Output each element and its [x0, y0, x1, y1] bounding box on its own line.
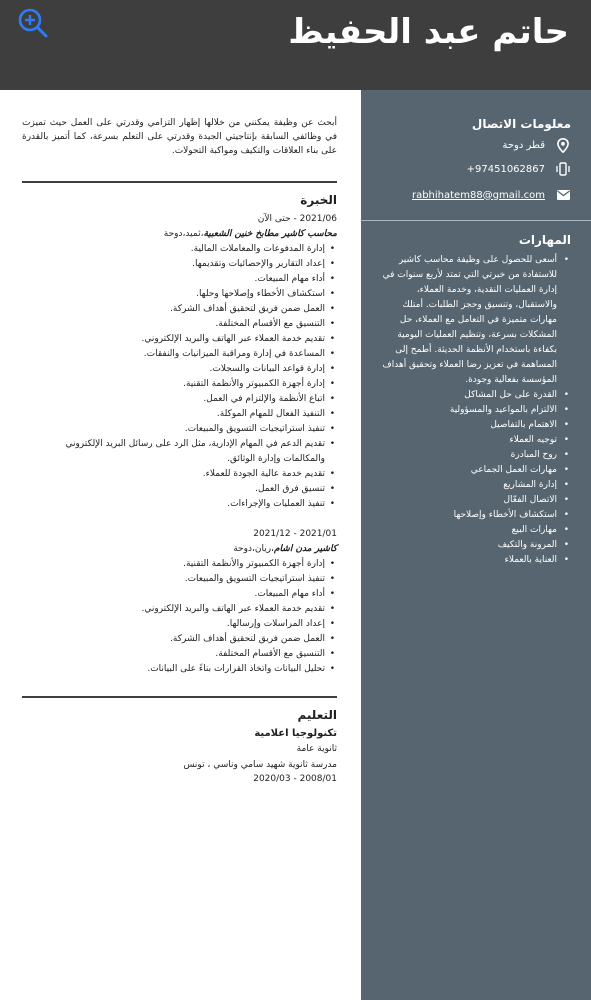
- envelope-icon: [555, 187, 571, 203]
- skill-item: • المرونة والتكيف: [377, 538, 569, 553]
- header-bar: [0, 0, 591, 90]
- contact-phone: [381, 160, 571, 178]
- education-title: التعليم: [297, 708, 337, 722]
- sidebar: [361, 90, 591, 1000]
- skill-item: • استكشاف الأخطاء وإصلاحها: [377, 508, 569, 523]
- phone-text: +97451062867: [466, 163, 545, 175]
- location-text: قطر دوحة: [502, 139, 545, 151]
- duty-item: • التنسيق مع الأقسام المختلفة.: [22, 317, 337, 332]
- main-column: [22, 90, 337, 1000]
- skill-item: • توجيه العملاء: [377, 433, 569, 448]
- duty-item: • تقديم الدعم في المهام الإدارية، مثل الرد على رسائل البريد الإلكتروني والمكالمات وإدارة الوثائق.: [22, 437, 337, 467]
- contact-email: [381, 186, 571, 204]
- skill-item: • القدرة على حل المشاكل: [377, 388, 569, 403]
- skill-item: • الاهتمام بالتفاصيل: [377, 418, 569, 433]
- duty-item: • تقديم خدمة العملاء عبر الهاتف والبريد الإلكتروني.: [22, 602, 337, 617]
- duty-item: • العمل ضمن فريق لتحقيق أهداف الشركة.: [22, 632, 337, 647]
- section-divider: [22, 181, 337, 183]
- job-duties-list: [22, 242, 337, 512]
- duty-item: • تقديم خدمة عالية الجودة للعملاء.: [22, 467, 337, 482]
- skill-item: • العناية بالعملاء: [377, 553, 569, 568]
- skill-item: • أسعى للحصول على وظيفة محاسب كاشير للاستفادة من خبرتي التي تمتد لأربع سنوات في إدارة العمليات النقدية، وخدمة العملاء، والاستقبال، وتنسيق وحجز الطلبات. أمتلك مهارات متميزة في التعامل مع العملاء، حل المشكلات بسرعة، وتنظيم العمليات اليومية بكفاءة باستخدام الأنظمة الحديثة. أطمح إلى المساهمة في تعزيز رضا العملاء وتحقيق أهداف المؤسسة بفعالية وجودة.: [377, 253, 569, 388]
- job-title-line: [233, 543, 337, 556]
- skill-item: • روح المبادرة: [377, 448, 569, 463]
- duty-item: • التنفيذ الفعال للمهام الموكلة.: [22, 407, 337, 422]
- job-location: ،ريان،دوحة: [233, 544, 274, 554]
- skill-item: • الاتصال الفعّال: [377, 493, 569, 508]
- job-duties-list: [22, 557, 337, 677]
- job-title-line: [164, 228, 337, 241]
- job-date: 2021/06 - حتى الآن: [257, 214, 337, 224]
- job-title: محاسب كاشير مطابخ خنين الشعبية: [203, 229, 337, 239]
- duty-item: • تنسيق فرق العمل.: [22, 482, 337, 497]
- job-title: كاشير مدن اشام: [273, 544, 337, 554]
- skill-item: • مهارات العمل الجماعي: [377, 463, 569, 478]
- skill-item: • إدارة المشاريع: [377, 478, 569, 493]
- education-school: مدرسة ثانوية شهيد سامي وناسي ، تونس: [183, 760, 337, 770]
- duty-item: • إدارة المدفوعات والمعاملات المالية.: [22, 242, 337, 257]
- location-pin-icon: [555, 137, 571, 153]
- skill-item: • الالتزام بالمواعيد والمسؤولية: [377, 403, 569, 418]
- section-divider: [22, 696, 337, 698]
- duty-item: • التنسيق مع الأقسام المختلفة.: [22, 647, 337, 662]
- duty-item: • استكشاف الأخطاء وإصلاحها وحلها.: [22, 287, 337, 302]
- education-degree: تكنولوجيا اعلامية: [254, 728, 337, 739]
- duty-item: • إدارة أجهزة الكمبيوتر والأنظمة التقنية.: [22, 557, 337, 572]
- contact-location: [381, 136, 571, 154]
- duty-item: • تقديم خدمة العملاء عبر الهاتف والبريد الإلكتروني.: [22, 332, 337, 347]
- job-location: ،ثميد،دوحة: [163, 229, 204, 239]
- duty-item: • إدارة أجهزة الكمبيوتر والأنظمة التقنية.: [22, 377, 337, 392]
- duty-item: • تنفيذ استراتيجيات التسويق والمبيعات.: [22, 572, 337, 587]
- zoom-in-icon[interactable]: [16, 6, 50, 40]
- skill-item: • مهارات البيع: [377, 523, 569, 538]
- duty-item: • تحليل البيانات واتخاذ القرارات بناءً على البيانات.: [22, 662, 337, 677]
- duty-item: • تنفيذ استراتيجيات التسويق والمبيعات.: [22, 422, 337, 437]
- duty-item: • أداء مهام المبيعات.: [22, 587, 337, 602]
- duty-item: • المساعدة في إدارة ومراقبة الميزانيات والنفقات.: [22, 347, 337, 362]
- skills-list: [377, 253, 569, 568]
- duty-item: • إدارة قواعد البيانات والسجلات.: [22, 362, 337, 377]
- education-date: 2008/01 - 2020/03: [253, 774, 337, 784]
- education-level: ثانوية عامة: [296, 744, 337, 754]
- duty-item: • أداء مهام المبيعات.: [22, 272, 337, 287]
- contact-title: معلومات الاتصال: [471, 117, 571, 131]
- phone-vibrate-icon: [555, 161, 571, 177]
- candidate-name: حاتم عبد الحفيظ: [288, 12, 569, 52]
- duty-item: • اتباع الأنظمة والإلتزام في العمل.: [22, 392, 337, 407]
- duty-item: • تنفيذ العمليات والإجراءات.: [22, 497, 337, 512]
- duty-item: • العمل ضمن فريق لتحقيق أهداف الشركة.: [22, 302, 337, 317]
- duty-item: • إعداد المراسلات وإرسالها.: [22, 617, 337, 632]
- summary-paragraph: أبحث عن وظيفة يمكنني من خلالها إظهار التزامي وقدرتي على العمل حيث تميزت في وظائفي السابقة بإنتاجيتي الجيدة وقدرتي على التعلم بسرعة، كما أتميز بالقدرة على بناء العلاقات والتكيف ومواكبة التحولات.: [22, 118, 337, 156]
- experience-title: الخبرة: [300, 193, 337, 207]
- email-link[interactable]: rabhihatem88@gmail.com: [411, 189, 545, 201]
- job-date: 2021/01 - 2021/12: [253, 529, 337, 539]
- sidebar-divider: [361, 220, 591, 221]
- duty-item: • إعداد التقارير والإحصائيات وتقديمها.: [22, 257, 337, 272]
- skills-title: المهارات: [518, 233, 571, 247]
